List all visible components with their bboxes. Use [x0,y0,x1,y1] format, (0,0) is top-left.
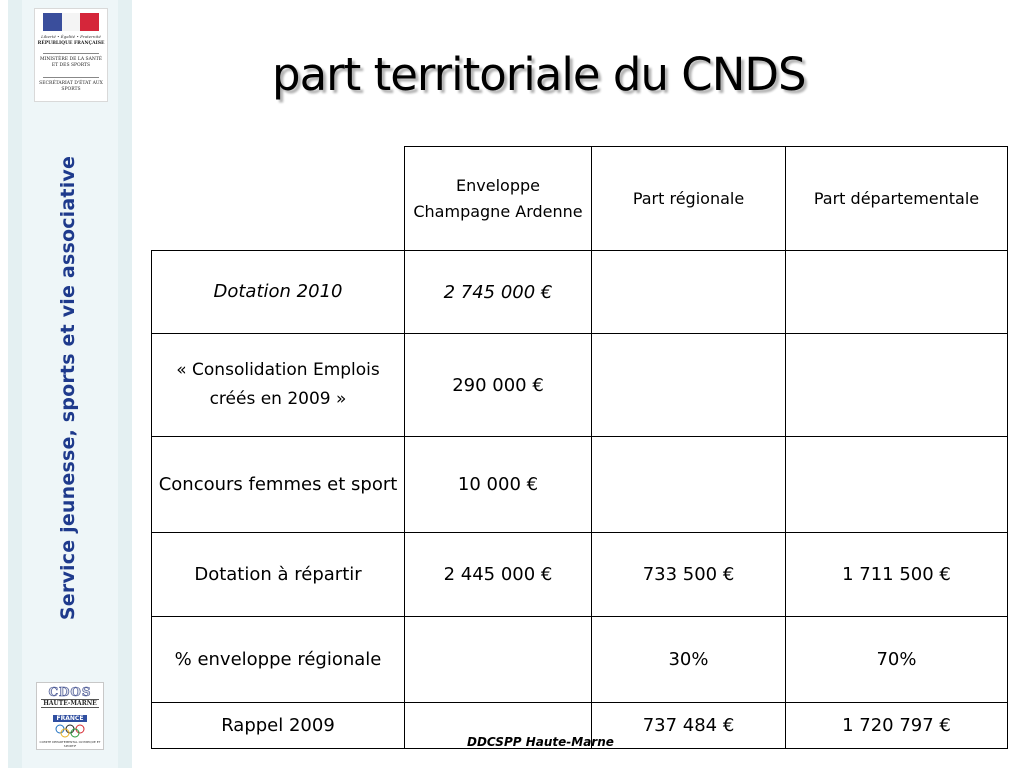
table-row [152,617,1008,703]
table-cell: 737 484 € [592,703,786,749]
logo-ministry: MINISTÈRE DE LA SANTÉ ET DES SPORTS [39,57,103,68]
table-cell: 2 445 000 € [405,533,592,617]
table-row [152,533,1008,617]
table-corner [152,147,405,251]
row-label: Concours femmes et sport [152,437,405,533]
logo-divider [43,77,99,78]
logo-motto: Liberté • Égalité • Fraternité [41,34,101,39]
cdos-department: HAUTE-MARNE [41,699,99,708]
table-cell [592,251,786,334]
cdos-caption: COMITE DEPARTEMENTAL OLYMPIQUE ET SPORTIF [39,740,101,748]
french-flag-icon [43,13,99,31]
footer-text: DDCSPP Haute-Marne [467,735,614,749]
cdos-logo [36,682,104,750]
service-name: Service jeunesse, sports et vie associative [57,155,79,621]
table-cell: 30% [592,617,786,703]
column-header: Part départementale [786,147,1008,251]
cdos-wordmark: CDOS [48,685,92,699]
budget-table [151,146,1008,749]
table-row [152,437,1008,533]
row-label: Dotation à répartir [152,533,405,617]
table-cell: 10 000 € [405,437,592,533]
row-label: « Consolidation Emplois créés en 2009 » [152,334,405,437]
column-header: Enveloppe Champagne Ardenne [405,147,592,251]
column-header: Part régionale [592,147,786,251]
olympic-rings-icon [53,724,87,738]
table-cell: 1 711 500 € [786,533,1008,617]
cdos-country: FRANCE [53,715,87,722]
row-label: Dotation 2010 [152,251,405,334]
sidebar-stripe [118,0,132,768]
table-cell [786,437,1008,533]
table-cell [786,334,1008,437]
table-header-row [152,147,1008,251]
page-title: part territoriale du CNDS [272,48,806,101]
table-cell [592,334,786,437]
table-cell: 70% [786,617,1008,703]
table-cell: 733 500 € [592,533,786,617]
row-label: Rappel 2009 [152,703,405,749]
table-cell: 1 720 797 € [786,703,1008,749]
sidebar-stripe [8,0,22,768]
table-cell: 2 745 000 € [405,251,592,334]
row-label: % enveloppe régionale [152,617,405,703]
table-cell [786,251,1008,334]
table-cell [592,437,786,533]
sidebar [0,0,132,768]
logo-divider [43,53,99,54]
logo-republic: RÉPUBLIQUE FRANÇAISE [37,41,105,46]
table-row [152,334,1008,437]
table-cell: 290 000 € [405,334,592,437]
table-cell [405,617,592,703]
table-row [152,251,1008,334]
ministry-logo [34,8,108,102]
logo-secretariat: SECRÉTARIAT D'ÉTAT AUX SPORTS [39,81,103,92]
